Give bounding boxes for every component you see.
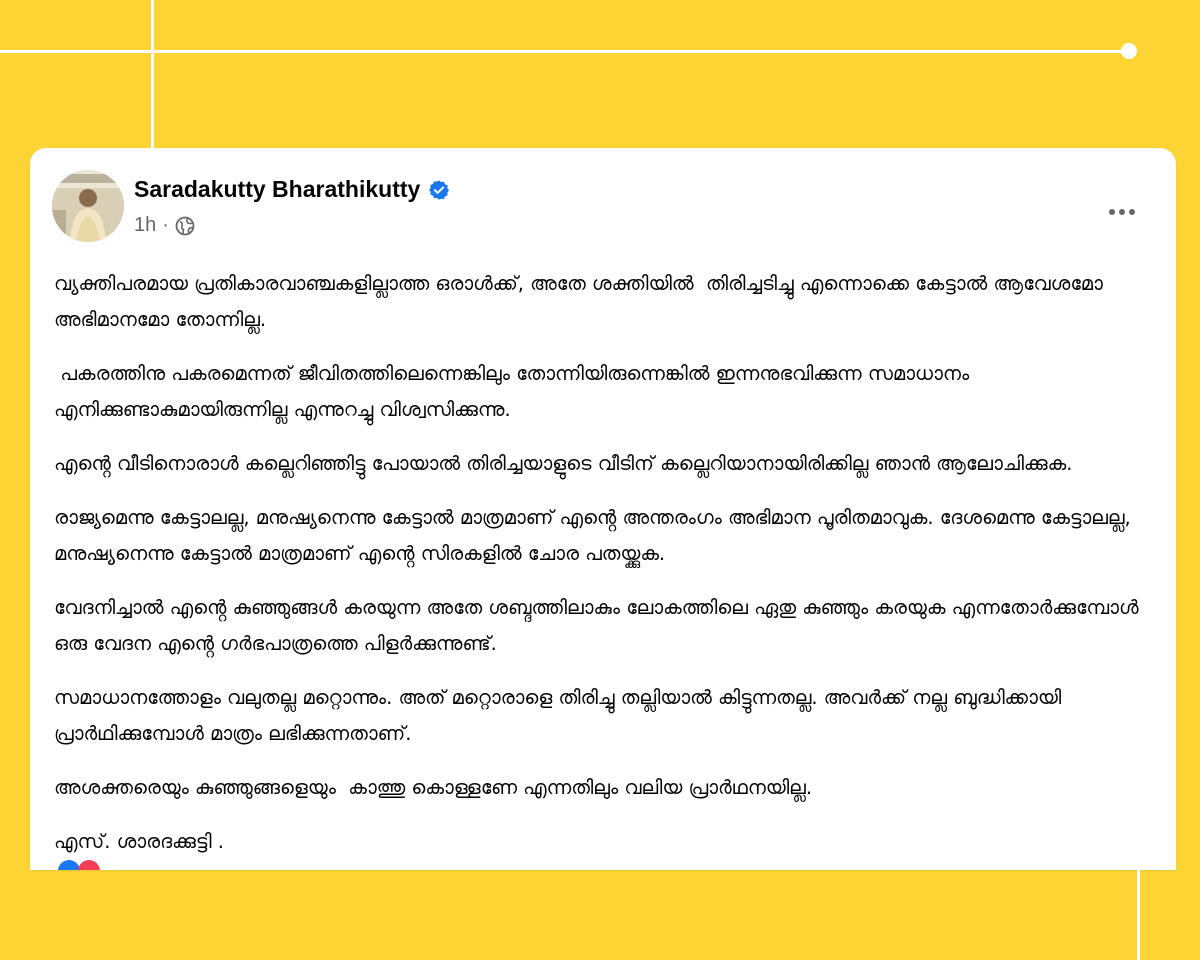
post-header (52, 170, 1154, 250)
post-signature: എസ്. ശാരദക്കുട്ടി . (54, 830, 224, 853)
post-paragraph: പകരത്തിനു പകരമെന്നത് ജീവിതത്തിലെന്നെങ്കിലും തോന്നിയിരുന്നെങ്കിൽ ഇന്നനുഭവിക്കുന്ന സമാധാനം എനിക്കുണ്ടാകുമായിരുന്നില്ല എന്നുറച്ചു വിശ്വസിക്കുന്നു. (54, 362, 976, 421)
like-reaction-icon (58, 860, 80, 870)
author-name[interactable]: Saradakutty Bharathikutty (134, 176, 421, 202)
post-paragraph: വ്യക്തിപരമായ പ്രതികാരവാഞ്ചകളില്ലാത്ത ഒരാൾക്ക്, അതേ ശക്തിയിൽ തിരിച്ചടിച്ചു എന്നൊക്കെ കേട്ടാൽ ആവേശമോ അഭിമാനമോ തോന്നില്ല. (54, 272, 1110, 331)
post-paragraph: വേദനിച്ചാൽ എൻ്റെ കുഞ്ഞുങ്ങൾ കരയുന്ന അതേ ശബ്ദത്തിലാകും ലോകത്തിലെ ഏതു കുഞ്ഞും കരയുക എന്നതോർക്കുമ്പോൾ ഒരു വേദന എൻ്റെ ഗർഭപാത്രത്തെ പിളർക്കുന്നുണ്ട്. (54, 596, 1145, 655)
decorative-line-vertical-top (151, 0, 154, 148)
post-meta (134, 214, 195, 237)
post-body (54, 266, 1150, 870)
decorative-line-vertical-bottom (1137, 868, 1140, 960)
more-options-button[interactable] (1100, 198, 1144, 226)
post-paragraph: രാജ്യമെന്നു കേട്ടാലല്ല, മനുഷ്യനെന്നു കേട്ടാൽ മാത്രമാണ് എൻ്റെ അന്തരംഗം അഭിമാന പൂരിതമാവുക. ദേശമെന്നു കേട്ടാലല്ല, മനുഷ്യനെന്നു കേട്ടാൽ മാത്രമാണ് എൻ്റെ സിരകളിൽ ചോര പതയ്ക്കുക. (54, 506, 1137, 565)
post-card (30, 148, 1176, 870)
post-paragraph: അശക്തരെയും കുഞ്ഞുങ്ങളെയും കാത്തു കൊള്ളണേ എന്നതിലും വലിയ പ്രാർഥനയില്ല. (54, 776, 813, 799)
post-paragraph: എൻ്റെ വീടിനൊരാൾ കല്ലെറിഞ്ഞിട്ടു പോയാൽ തിരിച്ചയാളുടെ വീടിന് കല്ലെറിയാനായിരിക്കില്ല ഞാൻ ആലോചിക്കുക. (54, 452, 1073, 475)
more-options-icon (1109, 209, 1115, 215)
avatar-photo (52, 170, 124, 242)
reaction-icons[interactable] (52, 860, 112, 870)
author-row (134, 176, 450, 203)
post-paragraph: സമാധാനത്തോളം വലുതല്ല മറ്റൊന്നും. അത് മറ്റൊരാളെ തിരിച്ചു തല്ലിയാൽ കിട്ടുന്നതല്ല. അവർക്ക് നല്ല ബുദ്ധിക്കായി പ്രാർഥിക്കുമ്പോൾ മാത്രം ലഭിക്കുന്നതാണ്. (54, 686, 1068, 745)
globe-icon (175, 216, 195, 236)
post-timestamp[interactable]: 1h (134, 214, 157, 236)
love-reaction-icon (78, 860, 100, 870)
decorative-line-top (0, 50, 1130, 53)
meta-separator: · (162, 214, 169, 236)
decorative-dot (1121, 43, 1137, 59)
verified-badge-icon (428, 179, 450, 201)
author-avatar[interactable] (52, 170, 124, 242)
